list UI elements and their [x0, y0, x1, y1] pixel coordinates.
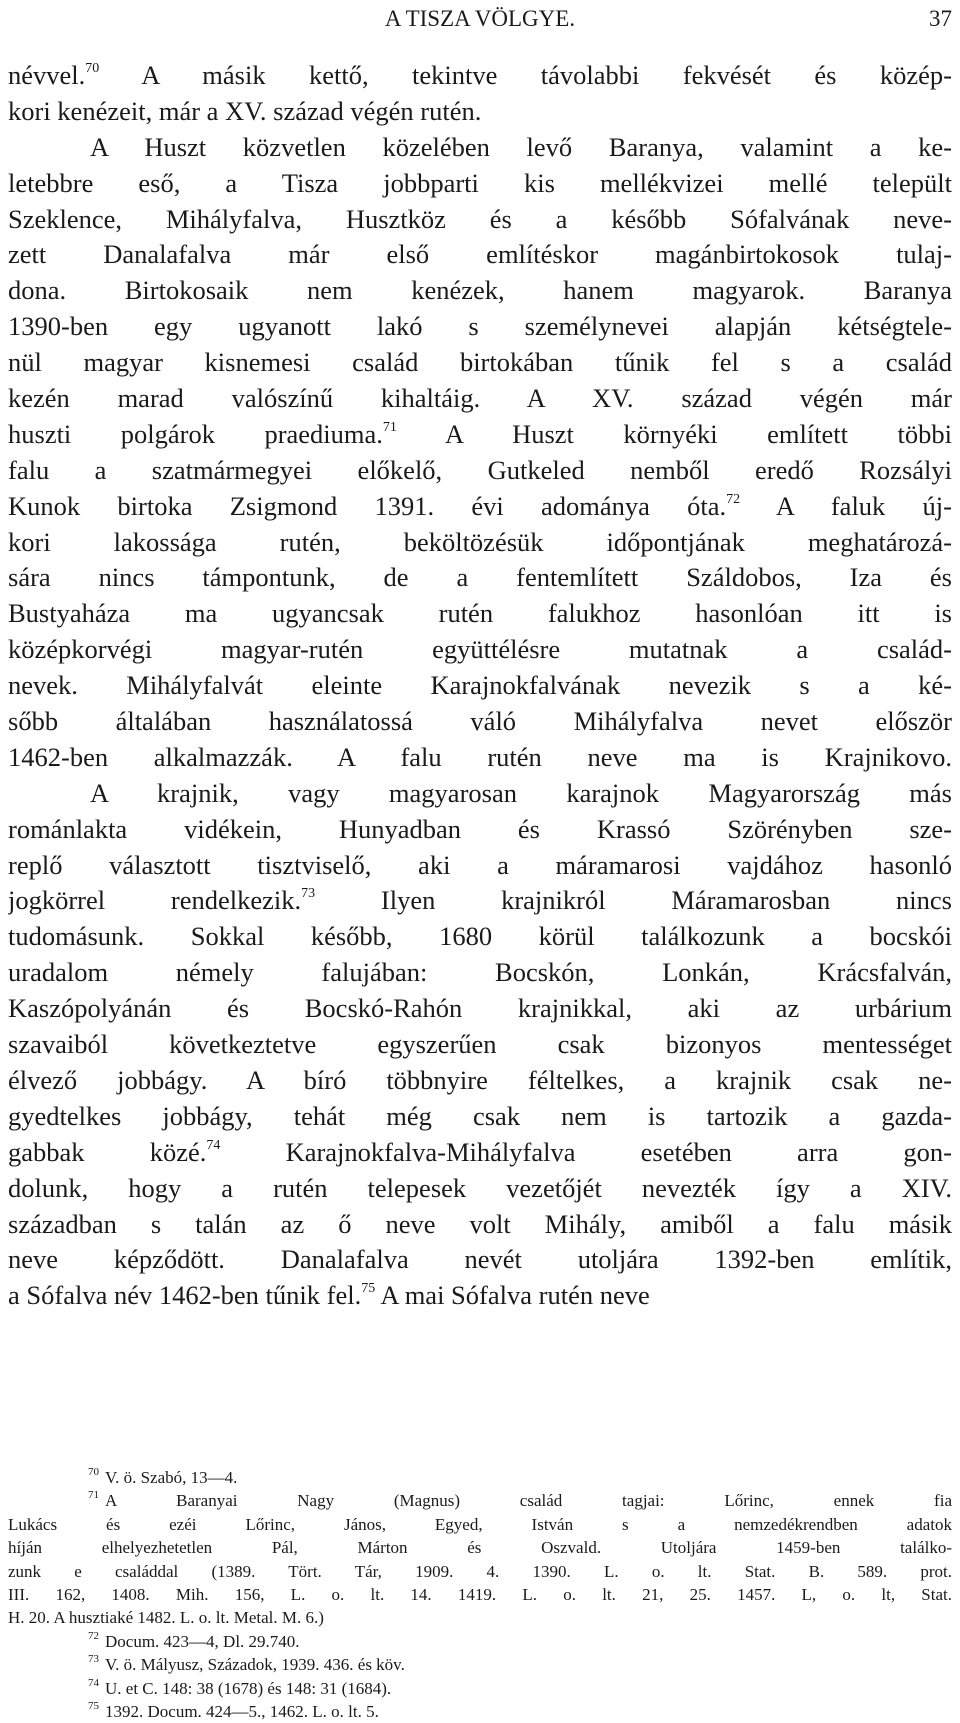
body-line — [8, 776, 952, 812]
body-line — [8, 919, 952, 955]
body-text — [8, 58, 952, 1314]
footnote-line — [8, 1466, 952, 1489]
body-line — [8, 1242, 952, 1278]
body-line — [8, 1027, 952, 1063]
footnote-line — [8, 1560, 952, 1583]
body-text-segment: A Huszt közvetlen közelében levő Baranya, valamint a ke- — [90, 131, 952, 162]
body-line — [8, 1099, 952, 1135]
body-text-segment: 1390-ben egy ugyanott lakó s személynevei alapján kétségtele- — [8, 311, 952, 342]
footnote-line — [8, 1606, 952, 1629]
body-text-segment: falu a szatmármegyei előkelő, Gutkeled nemből eredő Rozsályi — [8, 454, 952, 485]
body-line — [8, 632, 952, 668]
body-text-segment: kezén marad valószínű kihaltáig. A XV. század végén már — [8, 383, 952, 414]
body-text-segment: Kaszópolyánán és Bocskó-Rahón krajnikkal, aki az urbárium — [8, 993, 952, 1024]
footnote-text: zunk e családdal (1389. Tört. Tár, 1909. 4. 1390. L. o. lt. Stat. B. 589. prot. — [8, 1561, 952, 1581]
footnote-number: 72 — [88, 1629, 99, 1642]
body-text-segment: szavaiból következtetve egyszerűen csak bizonyos mentességet — [8, 1029, 952, 1060]
footnote-line — [8, 1489, 952, 1512]
footnote-line — [8, 1513, 952, 1536]
footnote-text: H. 20. A husztiaké 1482. L. o. lt. Metal. M. 6.) — [8, 1608, 324, 1628]
body-line — [8, 94, 952, 130]
body-line — [8, 130, 952, 166]
body-line — [8, 237, 952, 273]
footnote-text: V. ö. Szabó, 13—4. — [105, 1468, 238, 1487]
footnote-line — [8, 1536, 952, 1559]
body-text-segment: sőbb általában használatossá váló Mihályfalva nevet először — [8, 706, 952, 737]
footnote-line — [8, 1677, 952, 1700]
footnote-number: 71 — [88, 1489, 99, 1502]
body-text-segment: középkorvégi magyar-rutén együttélésre mutatnak a család- — [8, 634, 952, 665]
body-text-segment: nevek. Mihályfalvát eleinte Karajnokfalvának nevezik s a ké- — [8, 670, 952, 701]
page-number: 37 — [929, 6, 952, 31]
body-line — [8, 955, 952, 991]
body-line — [8, 417, 952, 453]
footnote-text: A Baranyai Nagy (Magnus) család tagjai: Lőrinc, ennek fia — [105, 1491, 952, 1511]
footnote-text: 1392. Docum. 424—5., 1462. L. o. lt. 5. — [105, 1701, 379, 1721]
body-line — [8, 453, 952, 489]
body-text-segment: században s talán az ő neve volt Mihály, amiből a falu másik — [8, 1208, 952, 1239]
body-line — [8, 202, 952, 238]
footnote-number: 75 — [88, 1699, 99, 1712]
footnote-reference: 70 — [85, 61, 100, 76]
body-line — [8, 273, 952, 309]
footnote-line — [8, 1630, 952, 1653]
body-text-segment: A krajnik, vagy magyarosan karajnok Magyarország más — [90, 777, 952, 808]
body-text-segment: replő választott tisztviselő, aki a máramarosi vajdához hasonló — [8, 849, 952, 880]
body-line — [8, 1278, 952, 1314]
body-text-segment: neve képződött. Danalafalva nevét utoljára 1392-ben említik, — [8, 1244, 952, 1275]
body-text-segment: 1462-ben alkalmazzák. A falu rutén neve ma is Krajnikovo. — [8, 741, 952, 772]
body-text-segment: névvel. — [8, 60, 86, 90]
running-head — [8, 4, 952, 34]
body-text-segment: letebbre eső, a Tisza jobbparti kis mellékvizei mellé települt — [8, 167, 952, 198]
body-line — [8, 812, 952, 848]
body-line — [8, 1171, 952, 1207]
body-line — [8, 166, 952, 202]
footnote-line — [8, 1700, 952, 1723]
body-text-segment: jogkörrel rendelkezik. — [8, 885, 302, 916]
body-line — [8, 525, 952, 561]
body-text-segment: sára nincs támpontunk, de a fentemlített Száldobos, Iza és — [8, 562, 952, 593]
footnote-reference: 74 — [206, 1137, 221, 1153]
body-text-segment: Ilyen krajnikról Máramarosban nincs — [315, 885, 952, 916]
footnotes — [8, 1466, 952, 1723]
body-text-segment: uradalom némely falujában: Bocskón, Lonkán, Krácsfalván, — [8, 957, 952, 988]
body-line — [8, 740, 952, 776]
footnote-reference: 71 — [382, 419, 397, 435]
body-text-segment: Szeklence, Mihályfalva, Husztköz és a később Sófalvának neve- — [8, 203, 952, 234]
body-line — [8, 560, 952, 596]
body-text-segment: dolunk, hogy a rutén telepesek vezetőjét nevezték így a XIV. — [8, 1172, 952, 1203]
footnote-number: 73 — [88, 1653, 99, 1666]
body-text-segment: a Sófalva név 1462-ben tűnik fel. — [8, 1280, 362, 1311]
footnote-text: Lukács és ezéi Lőrinc, János, Egyed, István s a nemzedékrendben adatok — [8, 1514, 952, 1534]
body-text-segment: A másik kettő, tekintve távolabbi fekvését és közép- — [99, 60, 952, 90]
footnote-text: U. et C. 148: 38 (1678) és 148: 31 (1684). — [105, 1678, 392, 1698]
body-text-segment: románlakta vidékein, Hunyadban és Krassó Szörényben sze- — [8, 813, 952, 844]
footnote-text: Docum. 423—4, Dl. 29.740. — [105, 1631, 300, 1651]
footnote-reference: 75 — [361, 1281, 376, 1297]
body-text-segment: élvező jobbágy. A bíró többnyire féltelkes, a krajnik csak ne- — [8, 1064, 952, 1095]
body-line — [8, 1207, 952, 1243]
footnote-line — [8, 1653, 952, 1676]
body-line — [8, 58, 952, 94]
footnote-line — [8, 1583, 952, 1606]
body-line — [8, 309, 952, 345]
body-text-segment: Bustyaháza ma ugyancsak rutén falukhoz hasonlóan itt is — [8, 598, 952, 629]
body-text-segment: dona. Birtokosaik nem kenézek, hanem magyarok. Baranya — [8, 275, 952, 306]
footnote-number: 74 — [88, 1676, 99, 1689]
body-text-segment: kori lakossága rutén, beköltözésük időpontjának meghatározá- — [8, 526, 952, 557]
running-head-title: A TISZA VÖLGYE. — [384, 6, 576, 31]
body-text-segment: gabbak közé. — [8, 1136, 207, 1167]
footnote-text: híján elhelyezhetetlen Pál, Márton és Oszvald. Utoljára 1459-ben találko- — [8, 1538, 952, 1558]
footnote-text: V. ö. Mályusz, Századok, 1939. 436. és köv. — [105, 1655, 405, 1675]
body-line — [8, 848, 952, 884]
footnote-number: 70 — [88, 1466, 99, 1478]
body-line — [8, 883, 952, 919]
body-line — [8, 596, 952, 632]
body-text-segment: huszti polgárok praediuma. — [8, 418, 383, 449]
body-text-segment: zett Danalafalva már első említéskor magánbirtokosok tulaj- — [8, 239, 952, 270]
body-line — [8, 381, 952, 417]
body-line — [8, 1135, 952, 1171]
body-text-segment: A mai Sófalva rutén neve — [375, 1280, 650, 1311]
body-line — [8, 668, 952, 704]
body-text-segment: A Huszt környéki említett többi — [396, 418, 952, 449]
body-text-segment: gyedtelkes jobbágy, tehát még csak nem is tartozik a gazda- — [8, 1100, 952, 1131]
body-line — [8, 704, 952, 740]
body-line — [8, 345, 952, 381]
body-line — [8, 991, 952, 1027]
body-text-segment: kori kenézeit, már a XV. század végén rutén. — [8, 95, 482, 126]
body-line — [8, 489, 952, 525]
body-text-segment: A faluk új- — [740, 490, 952, 521]
body-text-segment: nül magyar kisnemesi család birtokában tűnik fel s a család — [8, 347, 952, 378]
body-text-segment: tudomásunk. Sokkal később, 1680 körül találkozunk a bocskói — [8, 921, 952, 952]
body-text-segment: Karajnokfalva-Mihályfalva esetében arra gon- — [220, 1136, 952, 1167]
body-text-segment: Kunok birtoka Zsigmond 1391. évi adománya óta. — [8, 490, 727, 521]
footnote-text: III. 162, 1408. Mih. 156, L. o. lt. 14. 1419. L. o. lt. 21, 25. 1457. L, o. lt, Stat. — [8, 1584, 952, 1604]
footnote-reference: 72 — [726, 491, 741, 507]
footnote-reference: 73 — [301, 886, 316, 902]
body-line — [8, 1063, 952, 1099]
